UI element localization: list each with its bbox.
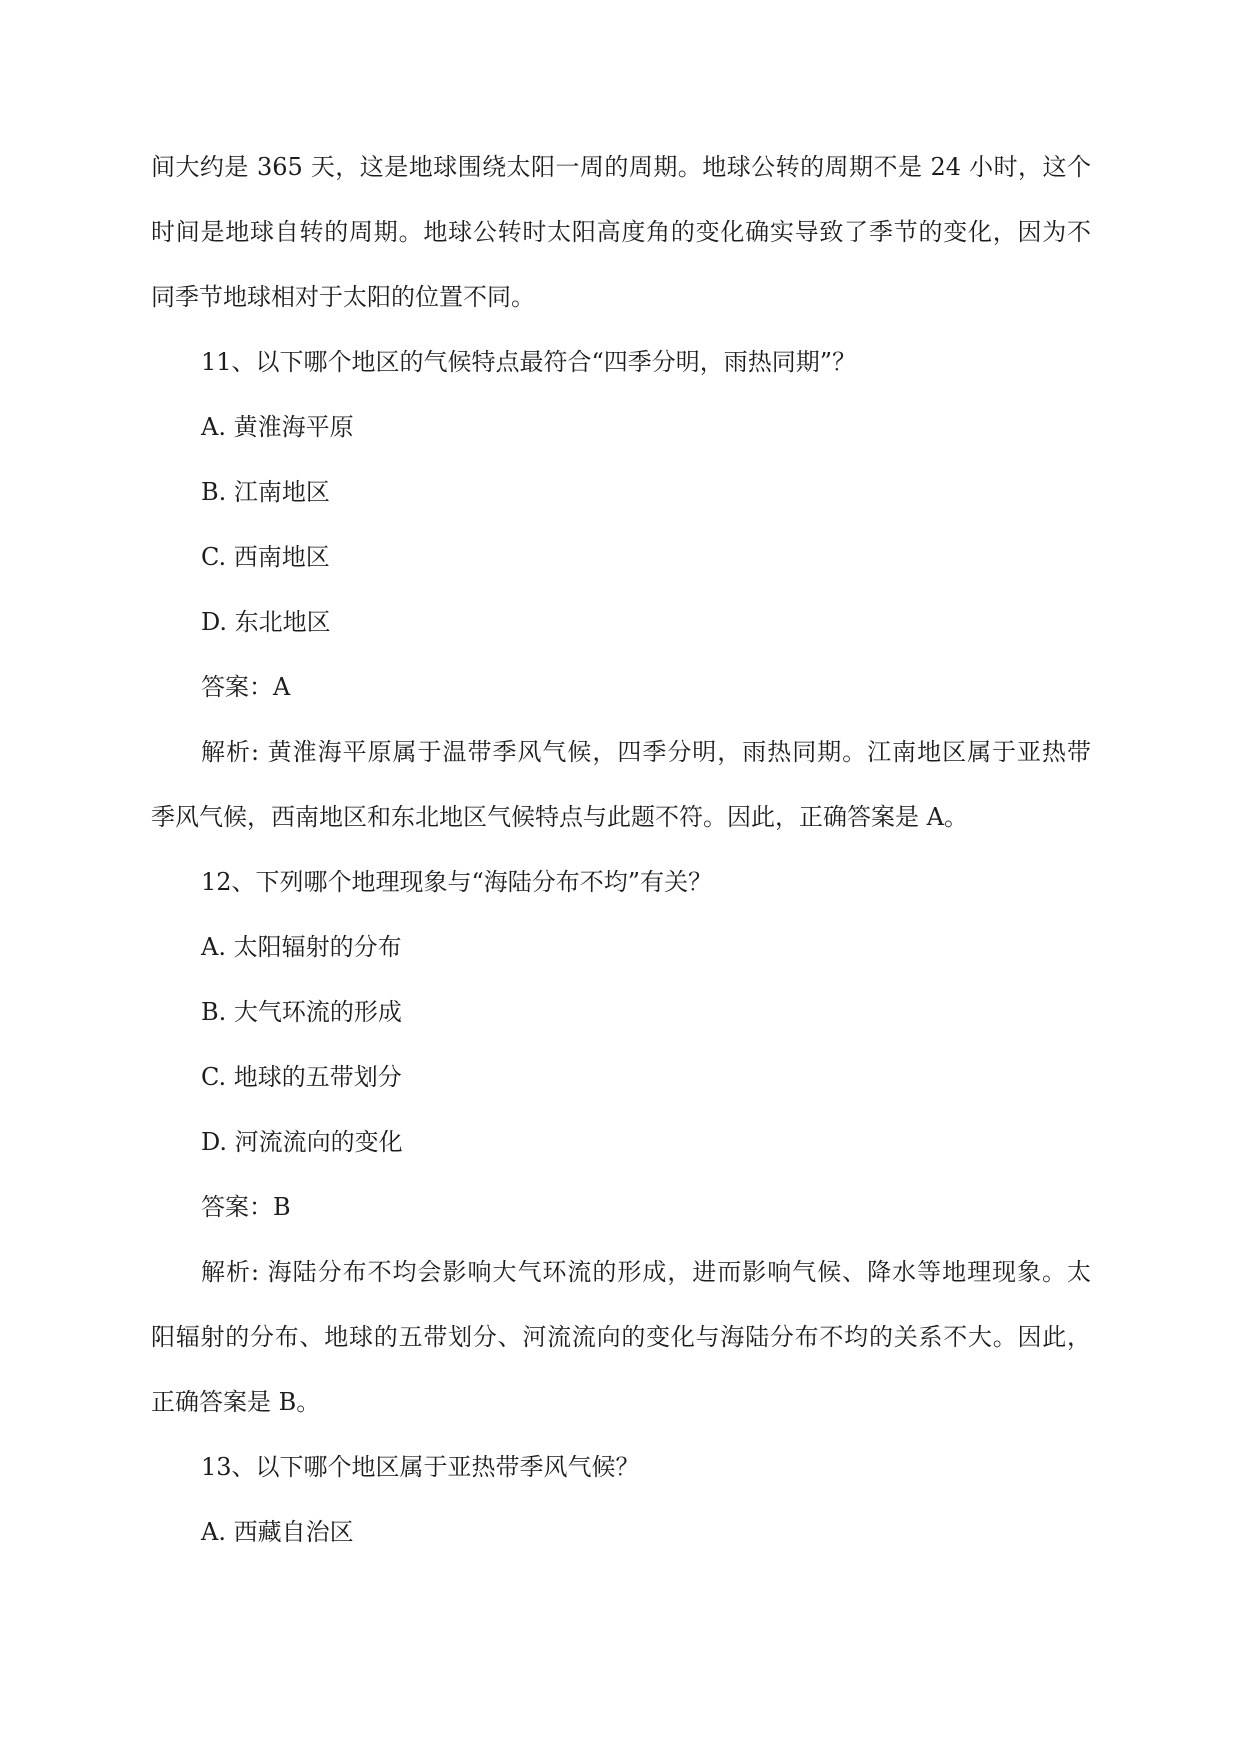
question-13: [151, 1435, 1091, 1565]
option-d: D. 东北地区: [201, 608, 331, 636]
option-b: B. 大气环流的形成: [201, 998, 402, 1026]
option-a: A. 黄淮海平原: [201, 413, 354, 441]
analysis-line: 解析: 海陆分布不均会影响大气环流的形成，进而影响气候、降水等地理现象。太: [201, 1258, 1091, 1286]
option-b: B. 江南地区: [201, 478, 330, 506]
intro-paragraph-line: 同季节地球相对于太阳的位置不同。: [151, 283, 535, 311]
intro-paragraph-line: 时间是地球自转的周期。地球公转时太阳高度角的变化确实导致了季节的变化，因为不: [151, 218, 1091, 246]
answer-line: 答案：A: [201, 673, 291, 701]
question-stem: 11、以下哪个地区的气候特点最符合“四季分明，雨热同期”？: [201, 348, 857, 376]
option-a: A. 太阳辐射的分布: [201, 933, 402, 961]
analysis-line: 阳辐射的分布、地球的五带划分、河流流向的变化与海陆分布不均的关系不大。因此，: [151, 1323, 1091, 1351]
document-page-content: [151, 135, 1091, 1565]
question-stem: 13、以下哪个地区属于亚热带季风气候？: [201, 1453, 640, 1481]
analysis-line: 季风气候，西南地区和东北地区气候特点与此题不符。因此，正确答案是 A。: [151, 803, 968, 831]
intro-paragraph: [151, 135, 1091, 330]
question-12: [151, 850, 1091, 1435]
option-d: D. 河流流向的变化: [201, 1128, 403, 1156]
question-11: [151, 330, 1091, 850]
question-stem: 12、下列哪个地理现象与“海陆分布不均”有关？: [201, 868, 713, 896]
option-c: C. 西南地区: [201, 543, 330, 571]
intro-paragraph-line: 间大约是 365 天，这是地球围绕太阳一周的周期。地球公转的周期不是 24 小时，这个: [151, 153, 1091, 181]
option-c: C. 地球的五带划分: [201, 1063, 402, 1091]
analysis-line: 解析: 黄淮海平原属于温带季风气候，四季分明，雨热同期。江南地区属于亚热带: [201, 738, 1091, 766]
option-a: A. 西藏自治区: [201, 1518, 354, 1546]
answer-line: 答案：B: [201, 1193, 291, 1221]
analysis-line: 正确答案是 B。: [151, 1388, 321, 1416]
